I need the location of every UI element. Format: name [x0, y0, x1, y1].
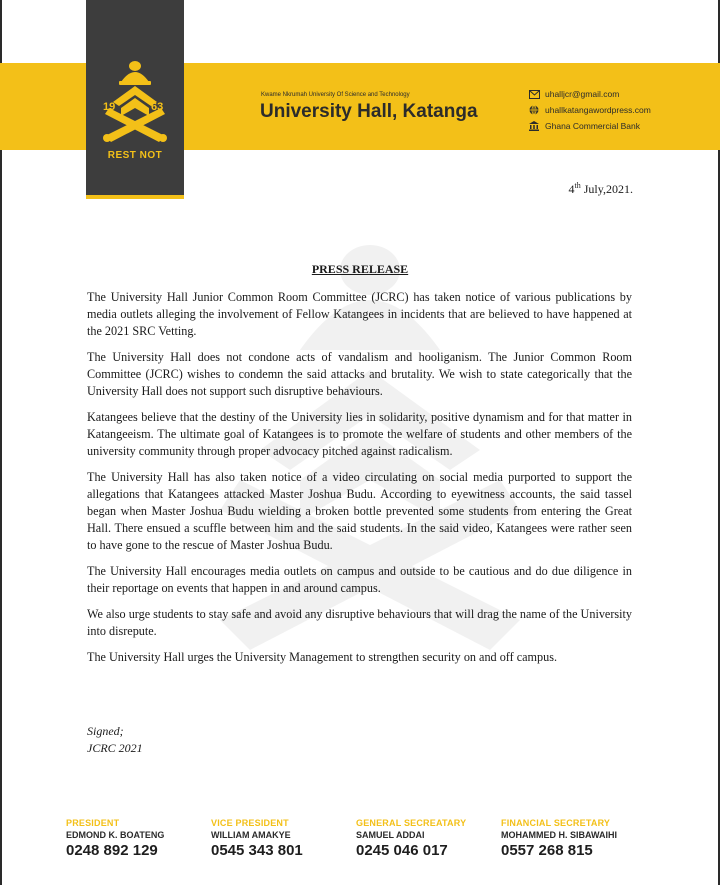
- contact-website: [528, 102, 651, 118]
- crest-motto: REST NOT: [107, 150, 163, 161]
- paragraph: The University Hall has also taken notice of a video circulating on social media purported to support the allegations that Katangees attacked Master Joshua Budu. According to eyewitness accounts, the said tassel began when Master Joshua Budu wielding a broken bottle prevented some students from entering the Great Hall. There ensued a scuffle between him and the said students. In the said video, Katangees were rather seen to have gone to the rescue of Master Joshua Budu.: [87, 470, 632, 552]
- officer-role: PRESIDENT: [66, 818, 120, 828]
- contact-email: [528, 86, 651, 102]
- mail-icon: [528, 88, 540, 100]
- officer-role: VICE PRESIDENT: [211, 818, 289, 828]
- globe-icon: [528, 104, 540, 116]
- officer-name: WILLIAM AMAKYE: [211, 830, 291, 840]
- officer-name: EDMOND K. BOATENG: [66, 830, 165, 840]
- bank-icon: [528, 120, 540, 132]
- paragraph: The University Hall does not condone acts of vandalism and hooliganism. The Junior Common Room Committee (JCRC) wishes to condemn the said attacks and brutality. We wish to state categorically that the University Hall does not support such disruptive behaviours.: [87, 350, 632, 398]
- contact-bank-text: Ghana Commercial Bank: [545, 121, 640, 131]
- officer-president: [66, 818, 211, 859]
- university-name: Kwame Nkrumah University Of Science and Technology: [261, 92, 410, 98]
- officer-role: GENERAL SECREATARY: [356, 818, 467, 828]
- signed-label: Signed;: [87, 724, 124, 738]
- officer-phone[interactable]: 0545 343 801: [211, 842, 303, 859]
- contact-website-text[interactable]: uhallkatangawordpress.com: [545, 105, 651, 115]
- hall-name: University Hall, Katanga: [260, 101, 478, 122]
- contact-email-text[interactable]: uhalljcr@gmail.com: [545, 89, 620, 99]
- officer-phone[interactable]: 0557 268 815: [501, 842, 593, 859]
- officer-financial-secretary: [501, 818, 646, 859]
- paragraph: We also urge students to stay safe and avoid any disruptive behaviours that will drag the name of the University into disrepute.: [87, 607, 632, 638]
- signature-block: [87, 723, 143, 757]
- officer-phone[interactable]: 0248 892 129: [66, 842, 158, 859]
- officer-name: SAMUEL ADDAI: [356, 830, 425, 840]
- officer-general-secretary: [356, 818, 501, 859]
- paragraph: The University Hall urges the University Management to strengthen security on and off campus.: [87, 650, 558, 664]
- contact-list: [528, 86, 651, 134]
- contact-bank: [528, 118, 651, 134]
- officer-phone[interactable]: 0245 046 017: [356, 842, 448, 859]
- officers-footer: [66, 818, 686, 859]
- paragraph: Katangees believe that the destiny of the University lies in solidarity, positive dynamism and for that matter in Katangeeism. The ultimate goal of Katangees is to promote the welfare of students and other members of the university community through proper advocacy pitched against radicalism.: [87, 410, 632, 458]
- document-title: PRESS RELEASE: [311, 262, 409, 276]
- officer-vice-president: [211, 818, 356, 859]
- signed-by: JCRC 2021: [87, 741, 143, 755]
- crest-year-left: 19: [103, 101, 116, 113]
- paragraph: The University Hall Junior Common Room Committee (JCRC) has taken notice of various publications by media outlets alleging the involvement of Fellow Katangees in incidents that are believed to have happened at the 2021 SRC Vetting.: [87, 290, 632, 338]
- logo-underline: [86, 195, 184, 199]
- officer-role: FINANCIAL SECRETARY: [501, 818, 611, 828]
- officer-name: MOHAMMED H. SIBAWAIHI: [501, 830, 617, 840]
- crest-year-right: 63: [151, 101, 164, 113]
- paragraph: The University Hall encourages media outlets on campus and outside to be cautious and do due diligence in their reportage on events that happen in and around campus.: [87, 564, 632, 595]
- document-date: 4th July,2021.: [568, 181, 633, 196]
- press-release-body: [87, 289, 632, 675]
